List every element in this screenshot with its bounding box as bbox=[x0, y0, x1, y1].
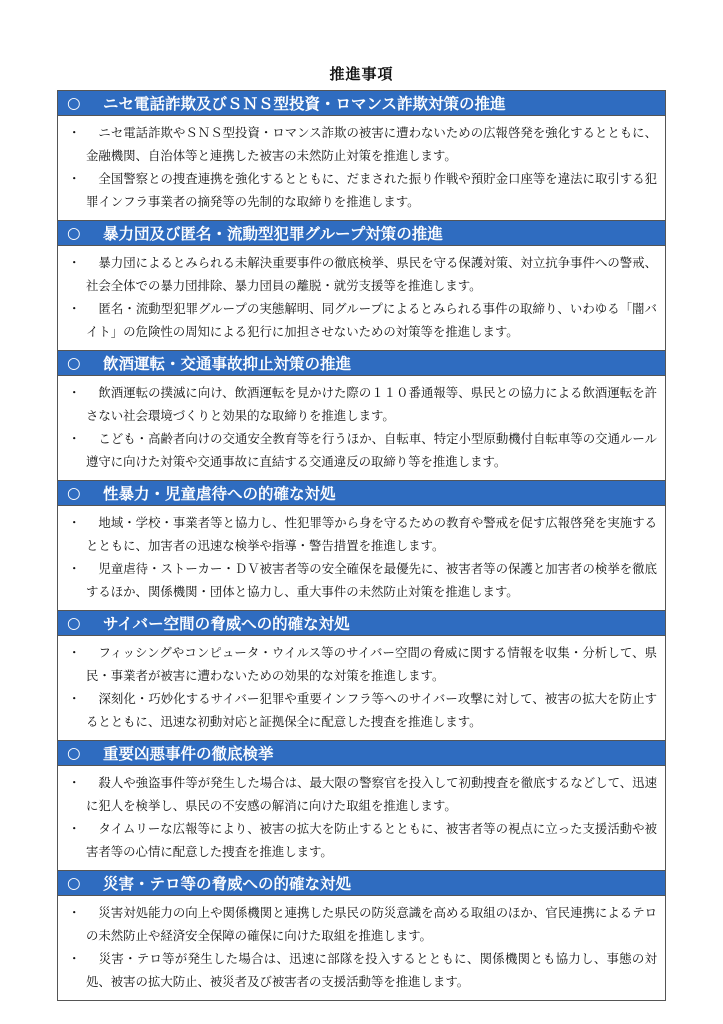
priority-section bbox=[58, 740, 665, 870]
item-text: 児童虐待・ストーカー・ＤＶ被害者等の安全確保を最優先に、被害者等の保護と加害者の検挙を徹底するほか、関係機関・団体と協力し、重大事件の未然防止対策を推進します。 bbox=[86, 561, 657, 599]
item-text: 殺人や強盗事件等が発生した場合は、最大限の警察官を投入して初動捜査を徹底するなどして、迅速に犯人を検挙し、県民の不安感の解消に向けた取組を推進します。 bbox=[86, 775, 657, 813]
section-header bbox=[58, 740, 665, 765]
priority-section bbox=[58, 610, 665, 740]
priority-section bbox=[58, 870, 665, 1000]
section-heading: サイバー空間の脅威への的確な対処 bbox=[103, 615, 350, 633]
section-heading: ニセ電話詐欺及びＳＮＳ型投資・ロマンス詐欺対策の推進 bbox=[103, 95, 506, 113]
section-body bbox=[58, 895, 665, 1000]
bullet-icon: ・ bbox=[68, 951, 81, 966]
section-header bbox=[58, 220, 665, 245]
priority-section bbox=[58, 480, 665, 610]
bullet-icon: ・ bbox=[68, 691, 81, 706]
list-item bbox=[68, 251, 657, 297]
section-body bbox=[58, 765, 665, 870]
section-heading: 飲酒運転・交通事故抑止対策の推進 bbox=[103, 355, 352, 373]
list-item bbox=[68, 427, 657, 473]
section-heading: 性暴力・児童虐待への的確な対処 bbox=[103, 485, 336, 503]
bullet-icon: ・ bbox=[68, 561, 81, 576]
list-item bbox=[68, 121, 657, 167]
bullet-icon: ・ bbox=[68, 821, 81, 836]
list-item bbox=[68, 297, 657, 343]
list-item bbox=[68, 947, 657, 993]
item-text: 暴力団によるとみられる未解決重要事件の徹底検挙、県民を守る保護対策、対立抗争事件への警戒、社会全体での暴力団排除、暴力団員の離脱・就労支援等を推進します。 bbox=[86, 255, 657, 293]
section-heading: 災害・テロ等の脅威への的確な対処 bbox=[103, 875, 352, 893]
bullet-icon: ・ bbox=[68, 385, 81, 400]
section-header bbox=[58, 91, 665, 115]
item-text: フィッシングやコンピュータ・ウイルス等のサイバー空間の脅威に関する情報を収集・分析して、県民・事業者が被害に遭わないための効果的な対策を推進します。 bbox=[86, 645, 657, 683]
circle-marker: ○ bbox=[67, 874, 81, 892]
list-item bbox=[68, 641, 657, 687]
list-item bbox=[68, 381, 657, 427]
bullet-icon: ・ bbox=[68, 905, 81, 920]
bullet-icon: ・ bbox=[68, 431, 81, 446]
list-item bbox=[68, 511, 657, 557]
page-title: 推進事項 bbox=[329, 65, 394, 83]
section-header bbox=[58, 480, 665, 505]
priority-section bbox=[58, 350, 665, 480]
list-item bbox=[68, 167, 657, 213]
section-header bbox=[58, 870, 665, 895]
priority-section bbox=[58, 220, 665, 350]
item-text: こども・高齢者向けの交通安全教育等を行うほか、自転車、特定小型原動機付自転車等の交通ルール遵守に向けた対策や交通事故に直結する交通違反の取締り等を推進します。 bbox=[86, 431, 657, 469]
section-heading: 暴力団及び匿名・流動型犯罪グループ対策の推進 bbox=[103, 225, 443, 243]
section-body bbox=[58, 245, 665, 350]
list-item bbox=[68, 901, 657, 947]
item-text: 匿名・流動型犯罪グループの実態解明、同グループによるとみられる事件の取締り、いわゆる「闇バイト」の危険性の周知による犯行に加担させないための対策等を推進します。 bbox=[86, 301, 657, 339]
item-text: ニセ電話詐欺やＳＮＳ型投資・ロマンス詐欺の被害に遭わないための広報啓発を強化するとともに、金融機関、自治体等と連携した被害の未然防止対策を推進します。 bbox=[86, 125, 657, 163]
section-body bbox=[58, 115, 665, 220]
item-text: 全国警察との捜査連携を強化するとともに、だまされた振り作戦や預貯金口座等を違法に取引する犯罪インフラ事業者の摘発等の先制的な取締りを推進します。 bbox=[86, 171, 657, 209]
section-heading: 重要凶悪事件の徹底検挙 bbox=[103, 745, 274, 763]
bullet-icon: ・ bbox=[68, 645, 81, 660]
item-text: 深刻化・巧妙化するサイバー犯罪や重要インフラ等へのサイバー攻撃に対して、被害の拡大を防止するとともに、迅速な初動対応と証拠保全に配意した捜査を推進します。 bbox=[86, 691, 657, 729]
bullet-icon: ・ bbox=[68, 515, 81, 530]
list-item bbox=[68, 687, 657, 733]
circle-marker: ○ bbox=[67, 614, 81, 632]
bullet-icon: ・ bbox=[68, 775, 81, 790]
section-header bbox=[58, 350, 665, 375]
bullet-icon: ・ bbox=[68, 171, 81, 186]
list-item bbox=[68, 557, 657, 603]
bullet-icon: ・ bbox=[68, 255, 81, 270]
list-item bbox=[68, 817, 657, 863]
item-text: 災害・テロ等が発生した場合は、迅速に部隊を投入するとともに、関係機関とも協力し、事態の対処、被害の拡大防止、被災者及び被害者の支援活動等を推進します。 bbox=[86, 951, 657, 989]
section-header bbox=[58, 610, 665, 635]
section-body bbox=[58, 505, 665, 610]
circle-marker: ○ bbox=[67, 744, 81, 762]
bullet-icon: ・ bbox=[68, 301, 81, 316]
item-text: タイムリーな広報等により、被害の拡大を防止するとともに、被害者等の視点に立った支援活動や被害者等の心情に配意した捜査を推進します。 bbox=[86, 821, 657, 859]
priority-section bbox=[58, 91, 665, 220]
circle-marker: ○ bbox=[67, 354, 81, 372]
bullet-icon: ・ bbox=[68, 125, 81, 140]
priorities-list bbox=[57, 90, 666, 1001]
circle-marker: ○ bbox=[67, 224, 81, 242]
section-body bbox=[58, 635, 665, 740]
section-body bbox=[58, 375, 665, 480]
item-text: 飲酒運転の撲滅に向け、飲酒運転を見かけた際の１１０番通報等、県民との協力による飲酒運転を許さない社会環境づくりと効果的な取締りを推進します。 bbox=[86, 385, 657, 423]
item-text: 災害対処能力の向上や関係機関と連携した県民の防災意識を高める取組のほか、官民連携によるテロの未然防止や経済安全保障の確保に向けた取組を推進します。 bbox=[86, 905, 657, 943]
circle-marker: ○ bbox=[67, 484, 81, 502]
item-text: 地域・学校・事業者等と協力し、性犯罪等から身を守るための教育や警戒を促す広報啓発を実施するとともに、加害者の迅速な検挙や指導・警告措置を推進します。 bbox=[86, 515, 657, 553]
list-item bbox=[68, 771, 657, 817]
circle-marker: ○ bbox=[67, 94, 81, 112]
